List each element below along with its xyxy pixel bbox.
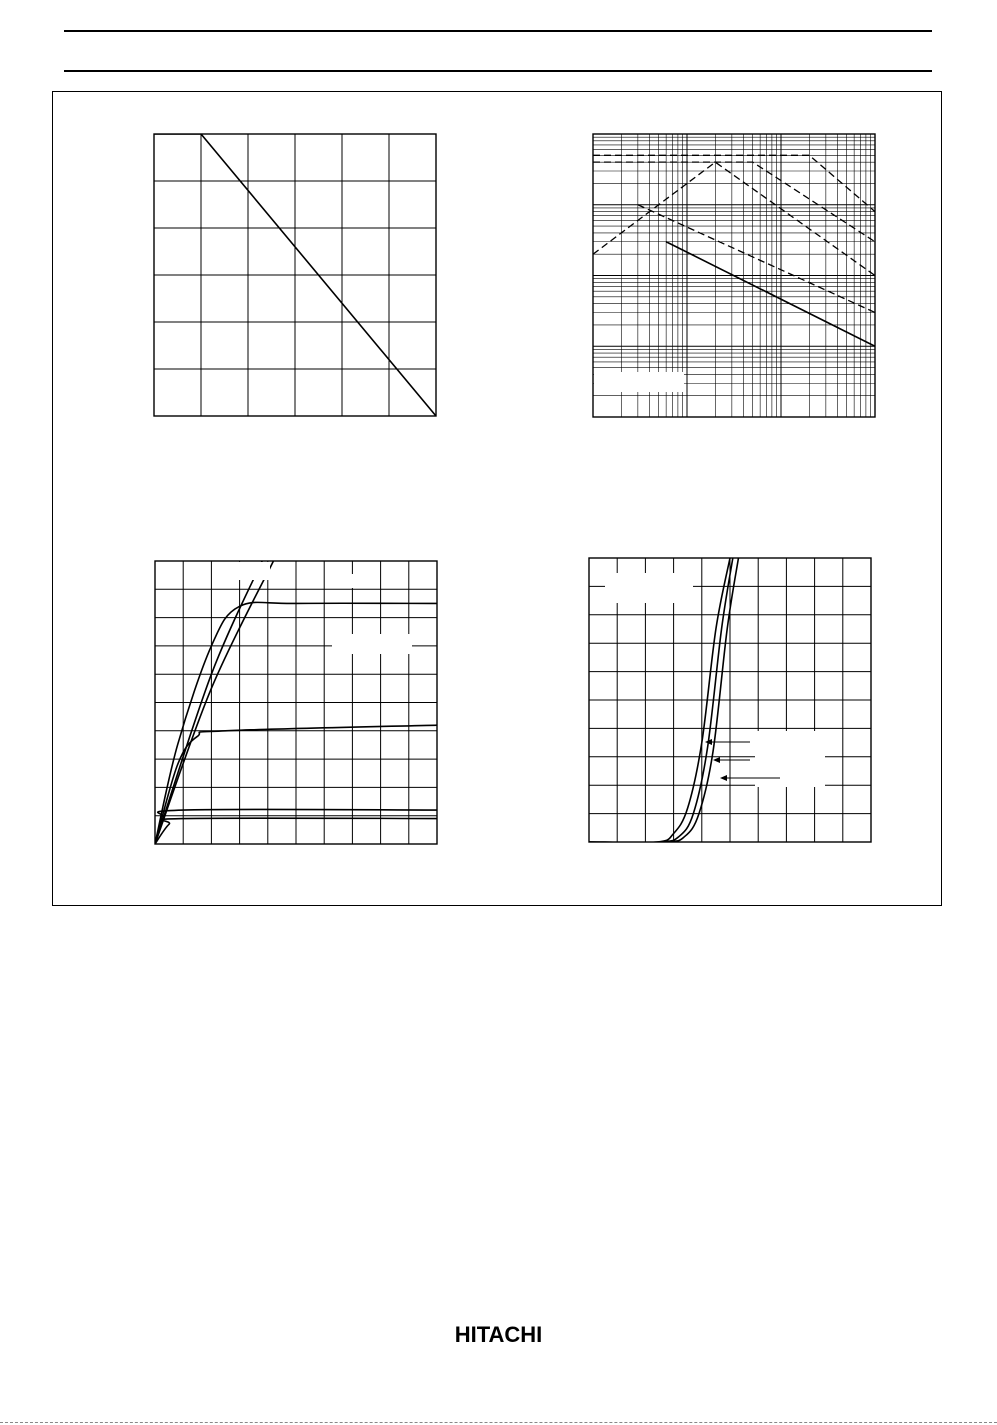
annotation-arrow-head [720, 775, 727, 781]
series-line [638, 205, 875, 313]
label-mask [605, 573, 693, 603]
hitachi-logo: HITACHI [454, 1322, 543, 1347]
header-rule-bottom [64, 70, 932, 72]
series-line [666, 242, 875, 347]
label-mask [755, 731, 825, 787]
chart-transfer-characteristics [575, 545, 885, 855]
label-mask [236, 562, 270, 580]
chart-output-characteristics [140, 548, 450, 858]
chart-power-derating [140, 120, 450, 430]
series-line [593, 162, 875, 242]
label-mask [332, 634, 412, 654]
label-mask [338, 574, 372, 588]
page-edge-line [0, 1422, 997, 1423]
header-rule-top [64, 30, 932, 32]
annotation-arrow-head [713, 757, 720, 763]
label-mask [594, 372, 684, 392]
series-line [593, 162, 875, 275]
chart-safe-operating-area [580, 120, 890, 430]
